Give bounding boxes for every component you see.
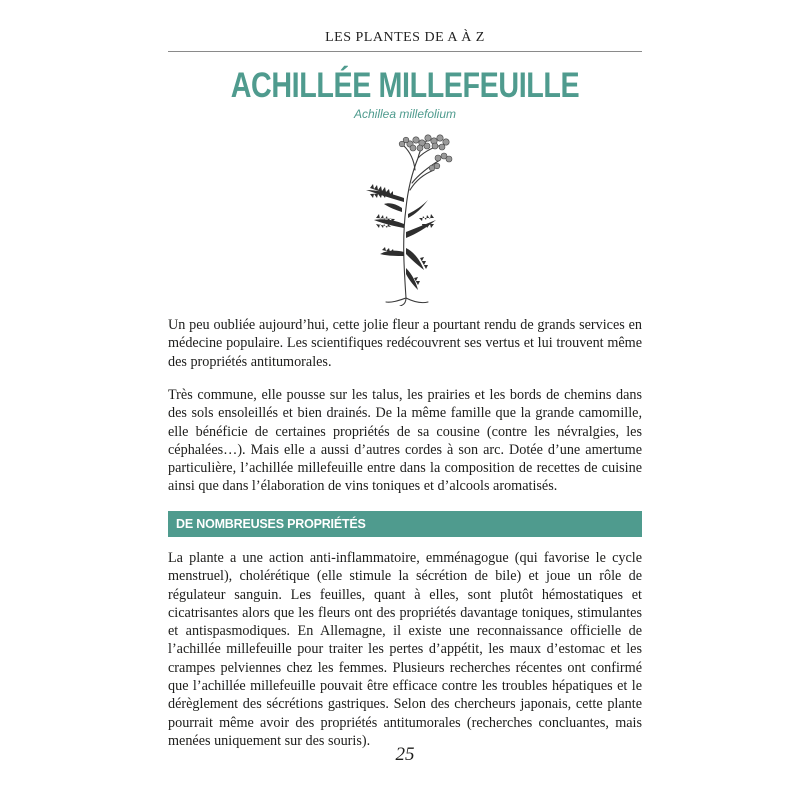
- section-heading-band: [168, 511, 642, 537]
- page-number: 25: [395, 744, 415, 765]
- habitat-paragraph: Très commune, elle pousse sur les talus, les prairies et les bords de chemins dans des sols ensoleillés et bien drainés. De la même famille que la grande camomille, elle bénéficie de certaines propriétés de sa cousine (contre les névralgies, les céphalées…). Mais elle a aussi d’autres cordes à son arc. Dotée d’une amertume particulière, l’achillée millefeuille entre dans la composition de recettes de cuisine ainsi que dans l’élaboration de vins toniques et d’alcools aromatisés.: [168, 387, 642, 495]
- section-heading: DE NOMBREUSES PROPRIÉTÉS: [176, 517, 366, 531]
- intro-paragraph: Un peu oubliée aujourd’hui, cette jolie fleur a pourtant rendu de grands services en médecine populaire. Les scientifiques redécouvrent ses vertus et lui trouvent même des propriétés antitumorales.: [168, 317, 642, 370]
- yarrow-plant-icon: [340, 128, 470, 306]
- running-header: LES PLANTES DE A À Z: [325, 30, 485, 45]
- properties-paragraph: La plante a une action anti-inflammatoire, emménagogue (qui favorise le cycle menstruel), cholérétique (elle stimule la sécrétion de bile) et joue un rôle de régulateur sanguin. Les feuilles, quant à elles, sont plutôt hémostatiques et cicatrisantes alors que les fleurs ont des propriétés davantage toniques, stimulantes et antispasmodiques. En Allemagne, il existe une reconnaissance officielle de l’achillée millefeuille pour traiter les pertes d’appétit, les maux d’estomac et les crampes pelviennes chez les femmes. Plusieurs recherches récentes ont confirmé que l’achillée millefeuille pouvait être efficace contre les troubles hépatiques et le dérèglement des sécrétions gastriques. Selon des chercheurs japonais, cette plante pourrait même avoir des propriétés antitumorales (recherches concluantes, mais menées uniquement sur des souris).: [168, 550, 642, 749]
- latin-name: Achillea millefolium: [353, 107, 457, 121]
- plant-title: ACHILLÉE MILLEFEUILLE: [230, 66, 580, 105]
- header-rule: [168, 51, 642, 52]
